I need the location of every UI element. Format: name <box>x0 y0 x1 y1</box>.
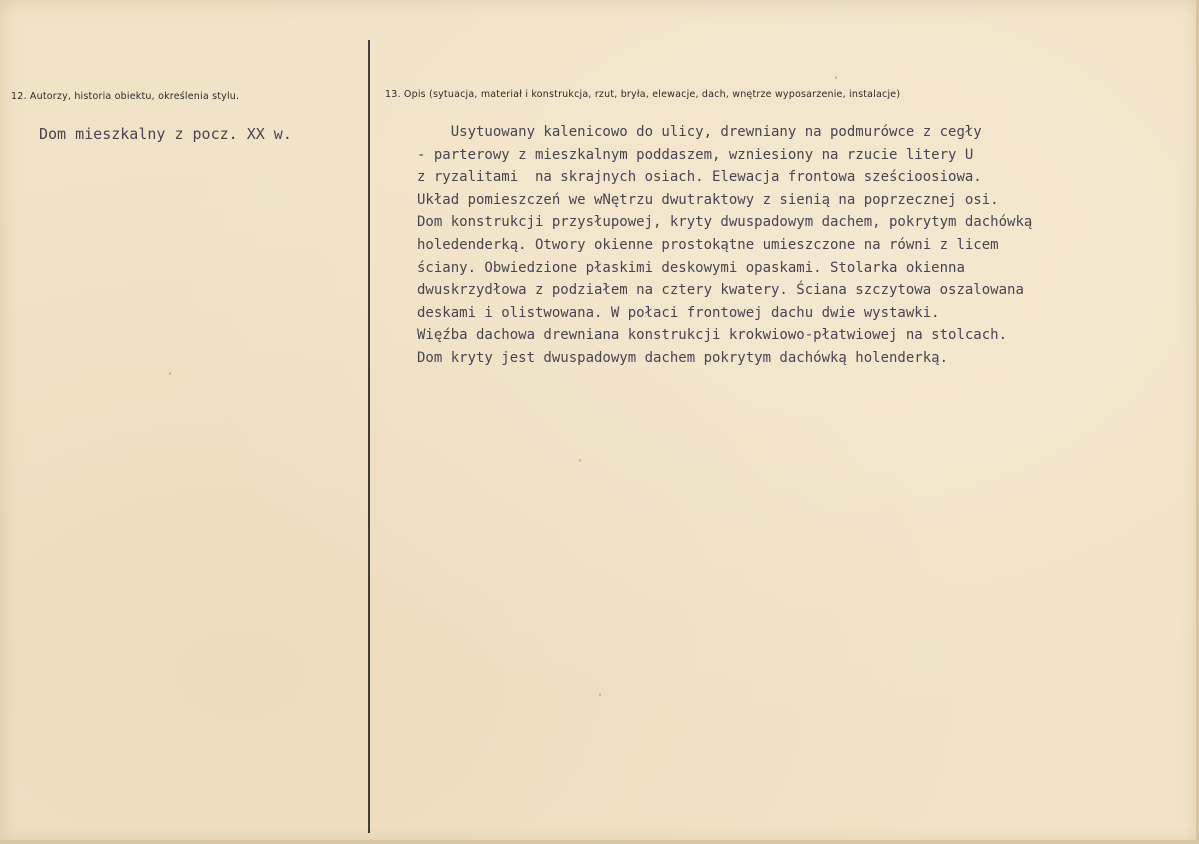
paper-speck <box>579 459 581 462</box>
section-13-label: 13. Opis (sytuacja, materiał i konstrukcja, rzut, bryła, elewacje, dach, wnętrze wyposarzenie, instalacje) <box>385 89 901 100</box>
description-line: dwuskrzydłowa z podziałem na cztery kwatery. Ściana szczytowa oszalowana <box>417 282 1024 299</box>
description-line: - parterowy z mieszkalnym poddaszem, wzniesiony na rzucie litery U <box>417 146 974 163</box>
description-line: Dom konstrukcji przysłupowej, kryty dwuspadowym dachem, pokrytym dachówką <box>417 214 1033 231</box>
paper-speck <box>599 693 601 696</box>
description-line: Usytuowany kalenicowo do ulicy, drewniany na podmurówce z cegły <box>417 124 982 140</box>
column-divider <box>368 40 370 833</box>
description-line: Dom kryty jest dwuspadowym dachem pokrytym dachówką holenderką. <box>417 349 949 366</box>
description-line: ściany. Obwiedzione płaskimi deskowymi opaskami. Stolarka okienna <box>417 259 965 276</box>
card-edge-bottom <box>0 840 1199 844</box>
description-line: Więźba dachowa drewniana konstrukcji krokwiowo-płatwiowej na stolcach. <box>417 327 1008 344</box>
paper-speck <box>169 372 171 375</box>
section-13-description <box>417 121 1032 370</box>
paper-speck <box>835 76 837 79</box>
description-line: Układ pomieszczeń we wNętrzu dwutraktowy z sienią na poprzecznej osi. <box>417 191 999 208</box>
description-line: holedenderką. Otwory okienne prostokątne umieszczone na równi z licem <box>417 236 999 253</box>
description-line: z ryzalitami na skrajnych osiach. Elewacja frontowa sześcioosiowa. <box>417 169 982 186</box>
description-line: deskami i olistwowana. W połaci frontowej dachu dwie wystawki. <box>417 304 940 321</box>
section-12-text: Dom mieszkalny z pocz. XX w. <box>39 125 292 143</box>
section-12-label: 12. Autorzy, historia obiektu, określenia stylu. <box>11 91 240 102</box>
